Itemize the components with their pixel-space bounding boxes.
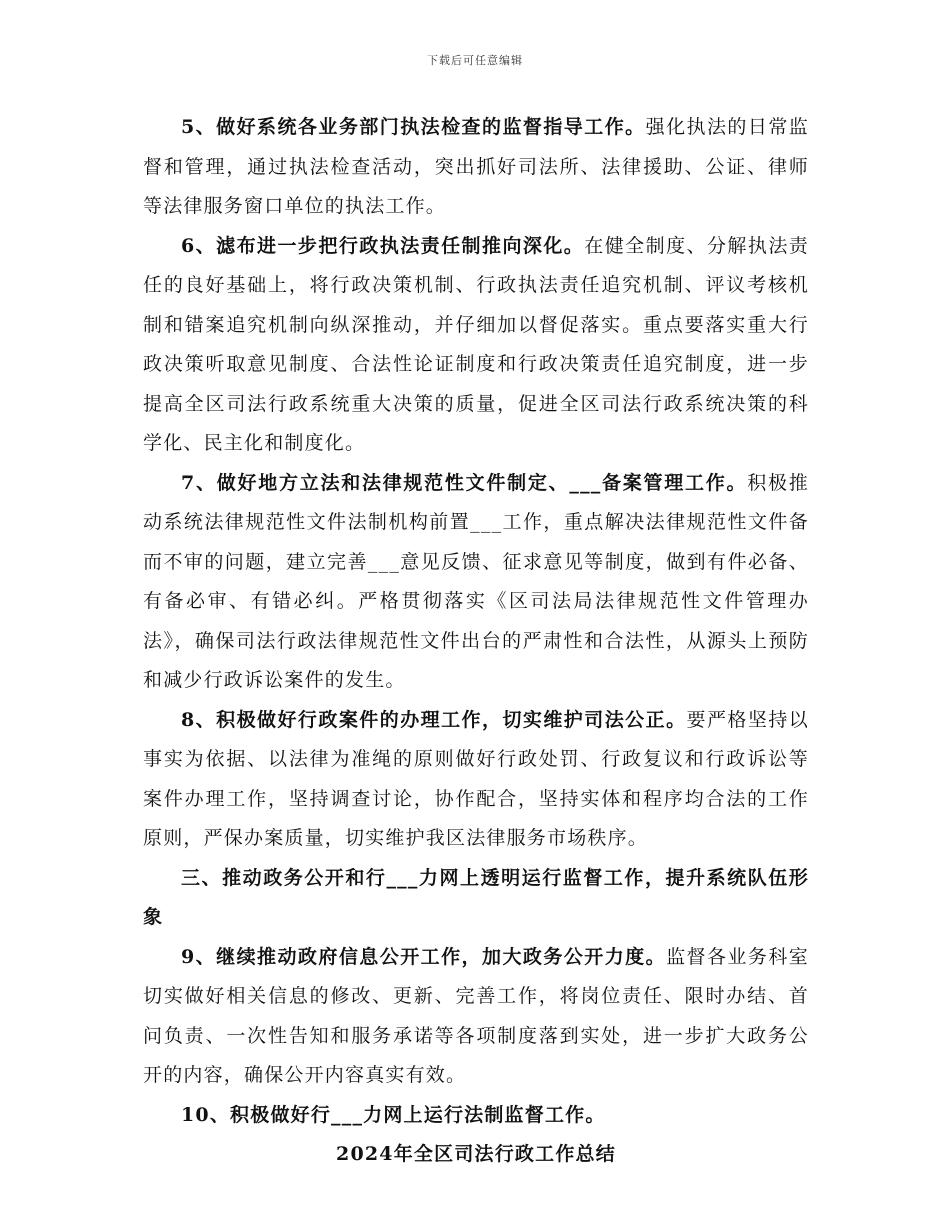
document-body <box>143 108 809 1175</box>
paragraph-9 <box>143 938 809 1096</box>
paragraph-6 <box>143 227 809 464</box>
paragraph-body: 积极推动系统法律规范性文件法制机构前置___工作，重点解决法律规范性文件备而不审的问题，建立完善___意见反馈、征求意见等制度，做到有件必备、有备必审、有错必纠。严格贯彻落实《区司法局法律规范性文件管理办法》，确保司法行政法律规范性文件出台的严肃性和合法性，从源头上预防和减少行政诉讼案件的发生。 <box>143 471 809 691</box>
paragraph-lead: 5、做好系统各业务部门执法检查的监督指导工作。 <box>181 116 646 138</box>
paragraph-body: 强化执法的日常监督和管理，通过执法检查活动，突出抓好司法所、法律援助、公证、律师等法律服务窗口单位的执法工作。 <box>143 116 809 217</box>
section-heading: 三、推动政务公开和行___力网上透明运行监督工作，提升系统队伍形象 <box>143 866 809 928</box>
paragraph-7 <box>143 464 809 701</box>
paragraph-lead: 9、继续推动政府信息公开工作，加大政务公开力度。 <box>181 945 667 968</box>
document-title: 2024年全区司法行政工作总结 <box>336 1143 616 1165</box>
paragraph-8 <box>143 701 809 859</box>
paragraph-lead: 7、做好地方立法和法律规范性文件制定、___备案管理工作。 <box>181 471 748 494</box>
header-note: 下载后可任意编辑 <box>427 54 523 67</box>
paragraph-body: 要严格坚持以事实为依据、以法律为准绳的原则做好行政处罚、行政复议和行政诉讼等案件办理工作，坚持调查讨论，协作配合，坚持实体和程序均合法的工作原则，严保办案质量，切实维护我区法律服务市场秩序。 <box>143 708 809 849</box>
paragraph-lead: 8、积极做好行政案件的办理工作，切实维护司法公正。 <box>181 708 687 731</box>
paragraph-lead: 6、滤布进一步把行政执法责任制推向深化。 <box>181 234 585 257</box>
paragraph-10 <box>143 1096 809 1136</box>
paragraph-5 <box>143 108 809 227</box>
paragraph-body: 在健全制度、分解执法责任的良好基础上，将行政决策机制、行政执法责任追究机制、评议考核机制和错案追究机制向纵深推动，并仔细加以督促落实。重点要落实重大行政决策听取意见制度、合法性论证制度和行政决策责任追究制度，进一步提高全区司法行政系统重大决策的质量，促进全区司法行政系统决策的科学化、民主化和制度化。 <box>143 234 809 454</box>
paragraph-body: 监督各业务科室切实做好相关信息的修改、更新、完善工作，将岗位责任、限时办结、首问负责、一次性告知和服务承诺等各项制度落到实处，进一步扩大政务公开的内容，确保公开内容真实有效。 <box>143 945 809 1086</box>
paragraph-lead: 10、积极做好行___力网上运行法制监督工作。 <box>181 1103 606 1126</box>
